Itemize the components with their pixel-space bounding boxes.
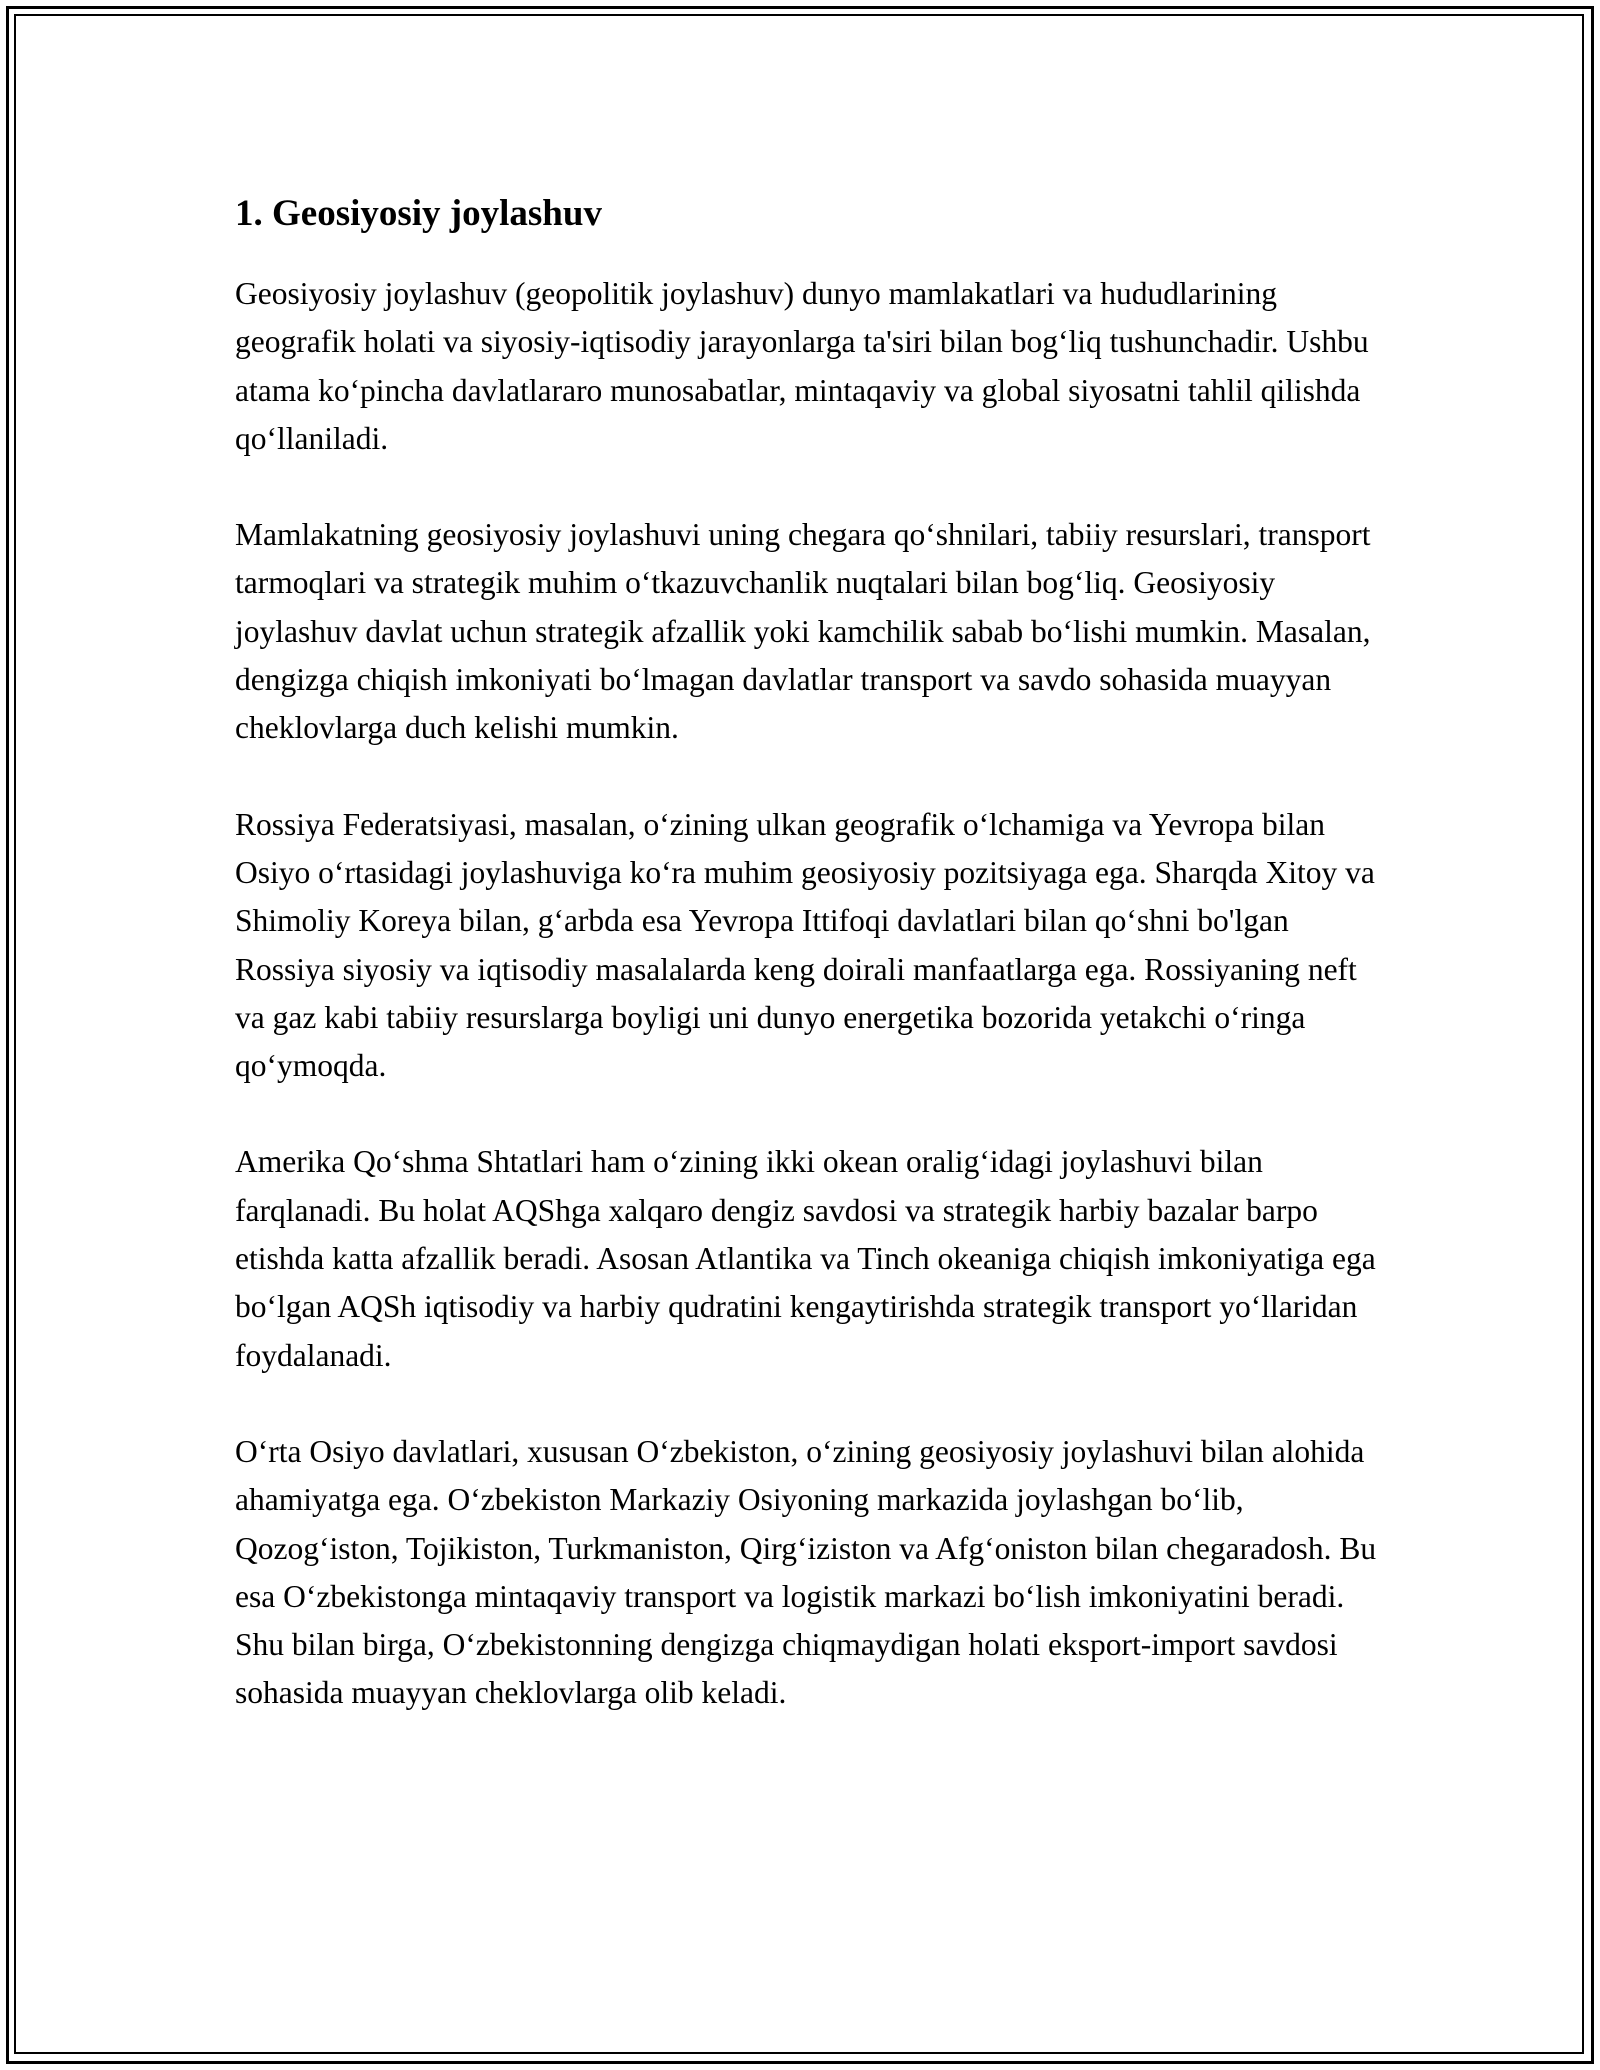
document-body <box>235 188 1385 1718</box>
paragraph-definition: Geosiyosiy joylashuv (geopolitik joylashuv) dunyo mamlakatlari va hududlarining geografik holati va siyosiy-iqtisodiy jarayonlarga ta'siri bilan bog‘liq tushunchadir. Ushbu atama ko‘pincha davlatlararo munosabatlar, mintaqaviy va global siyosatni tahlil qilishda qo‘llaniladi. <box>235 276 1369 456</box>
section-heading: 1. Geosiyosiy joylashuv <box>235 193 602 234</box>
paragraph-usa: Amerika Qo‘shma Shtatlari ham o‘zining ikki okean oralig‘idagi joylashuvi bilan farqlanadi. Bu holat AQShga xalqaro dengiz savdosi va strategik harbiy bazalar barpo etishda katta afzallik beradi. Asosan Atlantika va Tinch okeaniga chiqish imkoniyatiga ega bo‘lgan AQSh iqtisodiy va harbiy qudratini kengaytirishda strategik transport yo‘llaridan foydalanadi. <box>235 1144 1376 1373</box>
paragraph-central-asia: O‘rta Osiyo davlatlari, xususan O‘zbekiston, o‘zining geosiyosiy joylashuvi bilan alohida ahamiyatga ega. O‘zbekiston Markaziy Osiyoning markazida joylashgan bo‘lib, Qozog‘iston, Tojikiston, Turkmaniston, Qirg‘iziston va Afg‘oniston bilan chegaradosh. Bu esa O‘zbekistonga mintaqaviy transport va logistik markazi bo‘lish imkoniyatini beradi. Shu bilan birga, O‘zbekistonning dengizga chiqmaydigan holati eksport-import savdosi sohasida muayyan cheklovlarga olib keladi. <box>235 1433 1377 1711</box>
paragraph-russia: Rossiya Federatsiyasi, masalan, o‘zining ulkan geografik o‘lchamiga va Yevropa bilan Osiyo o‘rtasidagi joylashuviga ko‘ra muhim geosiyosiy pozitsiyaga ega. Sharqda Xitoy va Shimoliy Koreya bilan, g‘arbda esa Yevropa Ittifoqi davlatlari bilan qo‘shni bo'lgan Rossiya siyosiy va iqtisodiy masalalarda keng doirali manfaatlarga ega. Rossiyaning neft va gaz kabi tabiiy resurslarga boyligi uni dunyo energetika bozorida yetakchi o‘ringa qo‘ymoqda. <box>235 806 1375 1084</box>
paragraph-country-position: Mamlakatning geosiyosiy joylashuvi uning chegara qo‘shnilari, tabiiy resurslari, transport tarmoqlari va strategik muhim o‘tkazuvchanlik nuqtalari bilan bog‘liq. Geosiyosiy joylashuv davlat uchun strategik afzallik yoki kamchilik sabab bo‘lishi mumkin. Masalan, dengizga chiqish imkoniyati bo‘lmagan davlatlar transport va savdo sohasida muayyan cheklovlarga duch kelishi mumkin. <box>235 517 1371 746</box>
